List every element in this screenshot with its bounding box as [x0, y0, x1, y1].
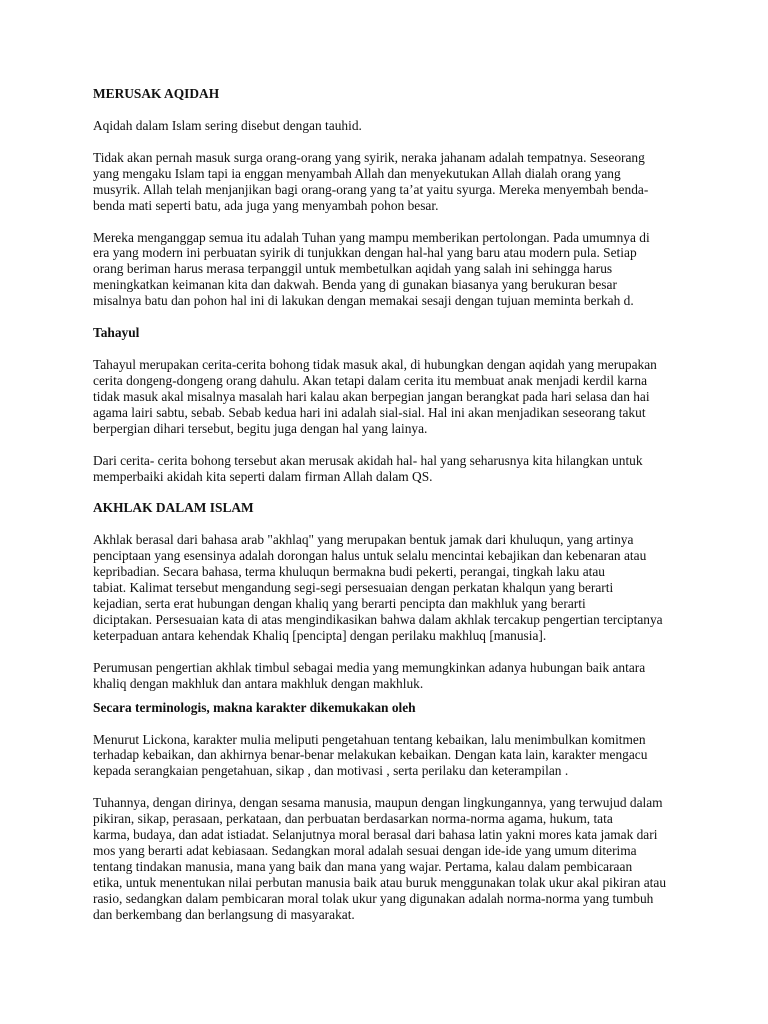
text-line: Tuhannya, dengan dirinya, dengan sesama manusia, maupun dengan lingkungannya, yang terwujud dalam — [93, 795, 663, 811]
text-line: Mereka menganggap semua itu adalah Tuhan yang mampu memberikan pertolongan. Pada umumnya di — [93, 229, 650, 245]
paragraph-4 — [93, 357, 678, 437]
text-line: karma, budaya, dan adat istiadat. Selanjutnya moral berasal dari bahasa latin yakni mores kata jamak dari — [93, 827, 658, 843]
text-line: meningkatkan keimanan kita dan dakwah. Benda yang di gunakan biasanya yang berukuran besar — [93, 277, 617, 293]
text-line: Tidak akan pernah masuk surga orang-orang yang syirik, neraka jahanam adalah tempatnya. Seseorang — [93, 149, 645, 165]
text-line: orang beriman harus merasa terpanggil untuk membetulkan aqidah yang salah ini sehingga harus — [93, 261, 613, 277]
text-line: memperbaiki akidah kita seperti dalam firman Allah dalam QS. — [93, 468, 433, 484]
paragraph-1 — [93, 118, 678, 134]
heading-secara-terminologis: Secara terminologis, makna karakter dikemukakan oleh — [93, 699, 416, 715]
paragraph-5 — [93, 453, 678, 485]
text-line: keterpaduan antara kehendak Khaliq [pencipta] dengan perilaku makhluq [manusia]. — [93, 627, 547, 643]
paragraph-2 — [93, 150, 678, 214]
text-line: misalnya batu dan pohon hal ini di lakukan dengan memakai sesaji dengan tujuan meminta berkah d. — [93, 293, 634, 309]
text-line: agama lairi sabtu, sebab. Sebab kedua hari ini adalah sial-sial. Hal ini akan menjadikan seseorang takut — [93, 404, 646, 420]
paragraph-8 — [93, 732, 678, 780]
text-line: Tahayul merupakan cerita-cerita bohong tidak masuk akal, di hubungkan dengan aqidah yang merupakan — [93, 357, 657, 373]
text-line: mos yang berarti adat kebiasaan. Sedangkan moral adalah sesuai dengan ide-ide yang umum diterima — [93, 843, 637, 858]
heading-tahayul: Tahayul — [93, 325, 140, 341]
text-line: cerita dongeng-dongeng orang dahulu. Akan tetapi dalam cerita itu membuat anak menjadi kerdil karna — [93, 372, 648, 388]
text-line: Perumusan pengertian akhlak timbul sebagai media yang memungkinkan adanya hubungan baik antara — [93, 659, 646, 675]
text-line: penciptaan yang esensinya adalah dorongan halus untuk selalu mencintai kebajikan dan kebenaran atau — [93, 548, 647, 564]
text-line: tentang tindakan manusia, mana yang baik dan mana yang wajar. Pertama, kalau dalam pembicaraan — [93, 858, 633, 874]
text-line: khaliq dengan makhluk dan antara makhluk dengan makhluk. — [93, 675, 424, 691]
text-line: yang mengaku Islam tapi ia enggan menyambah Allah dan menyekutukan Allah dialah orang yang — [93, 165, 621, 181]
text-line: dan berkembang dan berlangsung di masyarakat. — [93, 906, 355, 922]
text-line: kejadian, serta erat hubungan dengan khaliq yang berarti pencipta dan makhluk yang berarti — [93, 596, 586, 612]
text-line: rasio, sedangkan dalam pembicaran moral tolak ukur yang digunakan adalah norma-norma yang tumbuh — [93, 890, 654, 906]
heading-akhlak-dalam-islam: AKHLAK DALAM ISLAM — [93, 500, 254, 516]
paragraph-6 — [93, 532, 678, 643]
text-line: pikiran, sikap, perasaan, perkataan, dan perbuatan berdasarkan norma-norma agama, hukum, tata — [93, 811, 613, 827]
text-line: benda mati seperti batu, ada juga yang menyambah pohon besar. — [93, 197, 439, 213]
paragraph-7 — [93, 660, 678, 692]
text-line: etika, untuk menentukan nilai perbutan manusia baik atau buruk menggunakan tolak ukur akal pikiran atau — [93, 874, 667, 890]
text-line: era yang modern ini perbuatan syirik di tunjukkan dengan hal-hal yang baru atau modern pula. Setiap — [93, 245, 637, 261]
text-line: terhadap kebaikan, dan akhirnya benar-benar melakukan kebaikan. Dengan kata lain, karakter mengacu — [93, 747, 648, 763]
paragraph-3 — [93, 230, 678, 310]
text-line: tidak masuk akal misalnya masalah hari kalau akan berpegian jangan berangkat pada hari selasa dan hai — [93, 388, 650, 404]
text-line: diciptakan. Persesuaian kata di atas mengindikasikan bahwa dalam akhlak tercakup pengertian terciptanya — [93, 611, 663, 627]
text-line: Dari cerita- cerita bohong tersebut akan merusak akidah hal- hal yang seharusnya kita hilangkan untuk — [93, 452, 643, 468]
text-line: berpergian dihari tersebut, begitu juga dengan hal yang lainya. — [93, 420, 428, 436]
text-line: Akhlak berasal dari bahasa arab "akhlaq" yang merupakan bentuk jamak dari khuluqun, yang artinya — [93, 532, 634, 548]
paragraph-9 — [93, 795, 678, 922]
text-line: musyrik. Allah telah menjanjikan bagi orang-orang yang ta’at yaitu syurga. Mereka menyembah benda- — [93, 181, 649, 197]
text-line: tabiat. Kalimat tersebut mengandung segi-segi persesuaian dengan perkatan khalqun yang berarti — [93, 580, 614, 596]
text-line: kepribadian. Secara bahasa, terma khuluqun bermakna budi pekerti, perangai, tingkah laku atau — [93, 564, 605, 580]
heading-merusak-aqidah: MERUSAK AQIDAH — [93, 86, 220, 101]
text-line: kepada serangkaian pengetahuan, sikap , dan motivasi , serta perilaku dan keterampilan . — [93, 763, 569, 779]
text-line: Menurut Lickona, karakter mulia meliputi pengetahuan tentang kebaikan, lalu menimbulkan komitmen — [93, 731, 646, 747]
text-line: Aqidah dalam Islam sering disebut dengan tauhid. — [93, 118, 362, 133]
